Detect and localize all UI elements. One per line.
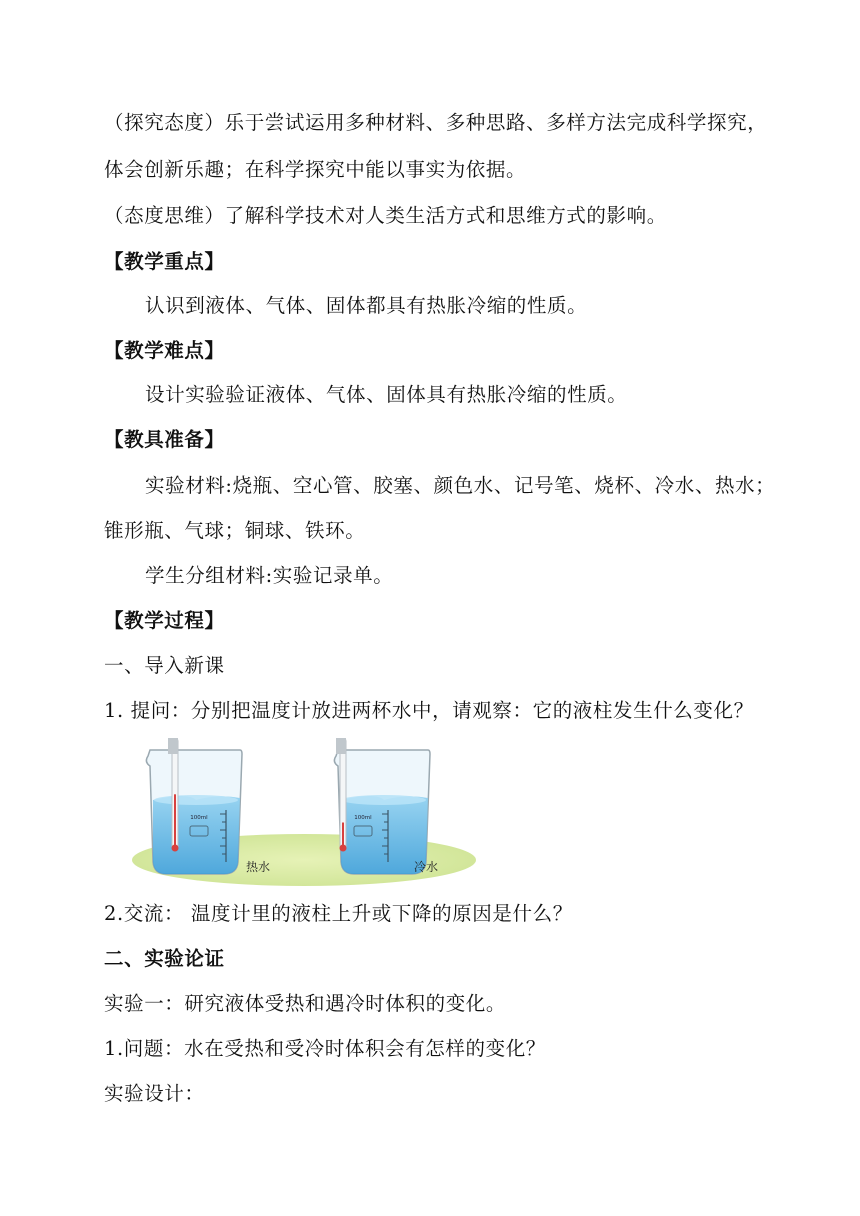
difficulty-text: 设计实验验证液体、气体、固体具有热胀冷缩的性质。	[145, 383, 628, 406]
attitude-line-1: （探究态度）乐于尝试运用多种材料、多种思路、多样方法完成科学探究，	[104, 111, 768, 134]
key-points-text: 认识到液体、气体、固体都具有热胀冷缩的性质。	[145, 294, 588, 317]
difficulty-heading: 【教学难点】	[104, 339, 225, 362]
design-line: 实验设计：	[104, 1082, 205, 1105]
attitude-line-2: 体会创新乐趣；在科学探究中能以事实为依据。	[104, 158, 527, 181]
question-1-line: 1. 提问：分别把温度计放进两杯水中，请观察：它的液柱发生什么变化？	[104, 699, 754, 722]
intro-heading: 一、导入新课	[104, 654, 225, 677]
group-materials-line: 学生分组材料:实验记录单。	[145, 564, 394, 587]
thermometer-beakers-figure	[128, 738, 480, 890]
cold-water-beaker	[334, 738, 438, 874]
experiment-1-line: 实验一：研究液体受热和遇冷时体积的变化。	[104, 992, 507, 1015]
materials-heading: 【教具准备】	[104, 428, 225, 451]
thinking-line: （态度思维）了解科学技术对人类生活方式和思维方式的影响。	[104, 204, 667, 227]
materials-line-2: 锥形瓶、气球；铜球、铁环。	[104, 519, 366, 542]
hot-water-label: 热水	[246, 860, 271, 874]
cold-water-label: 冷水	[414, 860, 439, 874]
key-points-heading: 【教学重点】	[104, 250, 225, 273]
hot-mercury-column	[174, 794, 176, 846]
materials-line-1: 实验材料:烧瓶、空心管、胶塞、颜色水、记号笔、烧杯、冷水、热水；	[145, 474, 776, 497]
process-heading: 【教学过程】	[104, 609, 225, 632]
question-2-line: 2.交流： 温度计里的液柱上升或下降的原因是什么？	[104, 902, 573, 925]
svg-text:100ml: 100ml	[190, 815, 208, 821]
cold-mercury-column	[342, 823, 344, 847]
section-2-heading: 二、实验论证	[104, 947, 225, 970]
problem-1-line: 1.问题：水在受热和受冷时体积会有怎样的变化？	[104, 1037, 546, 1060]
svg-text:100ml: 100ml	[354, 815, 372, 821]
